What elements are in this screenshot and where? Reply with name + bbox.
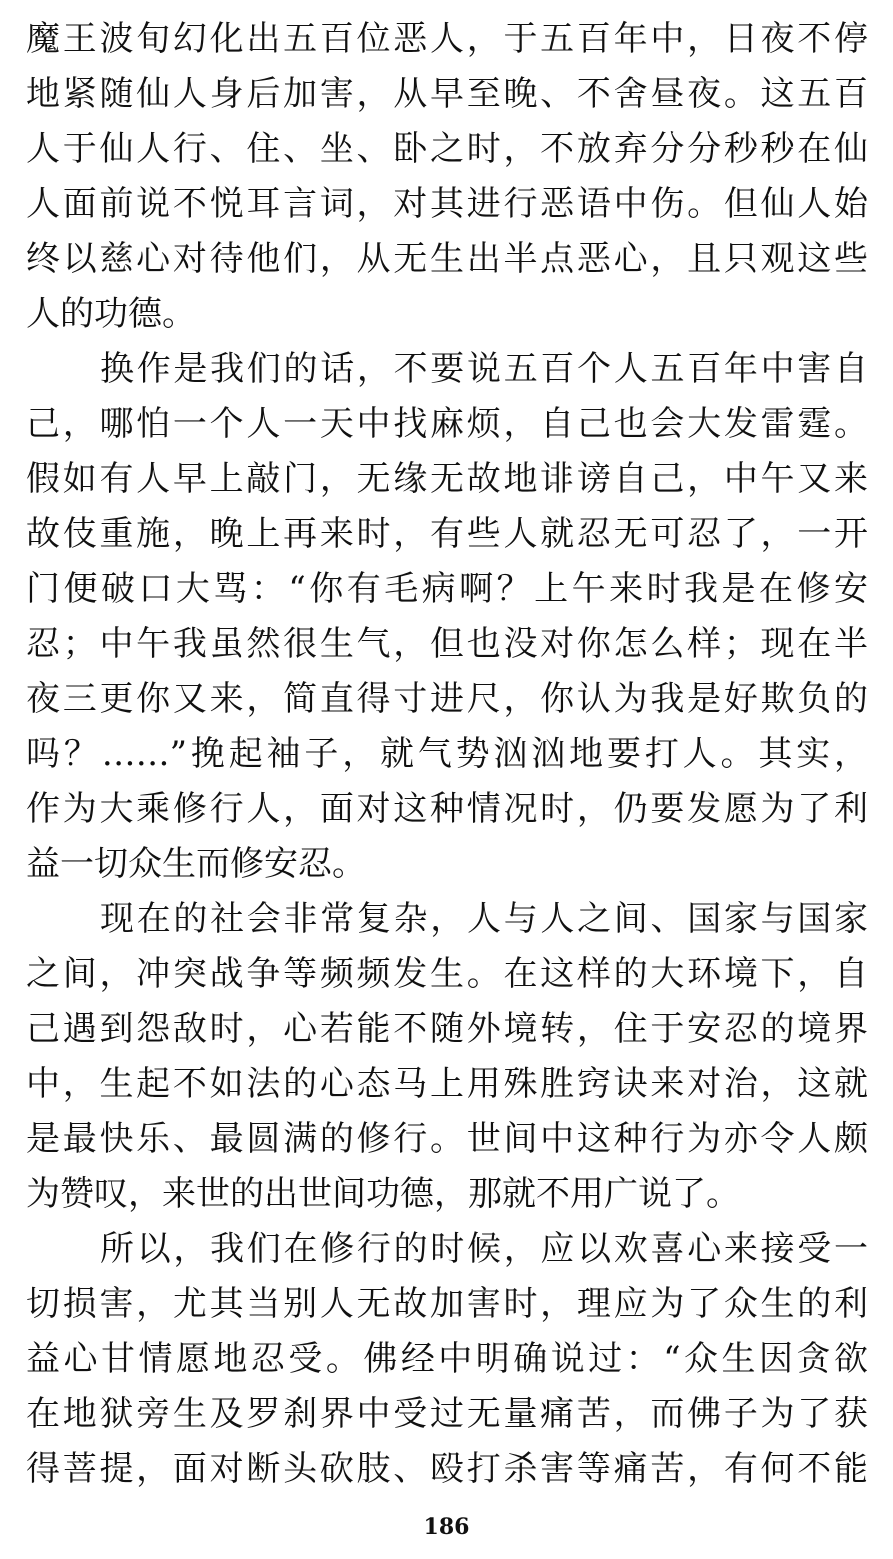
text-line: 人的功德。 bbox=[26, 294, 196, 334]
text-line: 是最快乐、最圆满的修行。世间中这种行为亦令人颇 bbox=[26, 1119, 868, 1159]
text-line: 人面前说不悦耳言词，对其进行恶语中伤。但仙人始 bbox=[26, 184, 868, 224]
text-line: 忍；中午我虽然很生气，但也没对你怎么样；现在半 bbox=[26, 624, 868, 664]
text-line: 终以慈心对待他们，从无生出半点恶心，且只观这些 bbox=[26, 239, 868, 279]
text-line: 己，哪怕一个人一天中找麻烦，自己也会大发雷霆。 bbox=[26, 404, 868, 444]
text-line: 作为大乘修行人，面对这种情况时，仍要发愿为了利 bbox=[26, 789, 868, 829]
text-line: 吗？……”挽起袖子，就气势汹汹地要打人。其实， bbox=[26, 734, 868, 774]
text-line: 魔王波旬幻化出五百位恶人，于五百年中，日夜不停 bbox=[26, 19, 868, 59]
text-line: 得菩提，面对断头砍肢、殴打杀害等痛苦，有何不能 bbox=[26, 1449, 868, 1489]
text-line: 益一切众生而修安忍。 bbox=[26, 844, 366, 884]
text-line: 假如有人早上敲门，无缘无故地诽谤自己，中午又来 bbox=[26, 459, 868, 499]
text-line: 故伎重施，晚上再来时，有些人就忍无可忍了，一开 bbox=[26, 514, 868, 554]
text-line: 己遇到怨敌时，心若能不随外境转，住于安忍的境界 bbox=[26, 1009, 868, 1049]
text-line: 为赞叹，来世的出世间功德，那就不用广说了。 bbox=[26, 1174, 740, 1214]
text-line: 地紧随仙人身后加害，从早至晚、不舍昼夜。这五百 bbox=[26, 74, 868, 114]
text-line: 在地狱旁生及罗刹界中受过无量痛苦，而佛子为了获 bbox=[26, 1394, 868, 1434]
paragraph-first-line: 换作是我们的话，不要说五百个人五百年中害自 bbox=[100, 349, 868, 389]
paragraph-first-line: 所以，我们在修行的时候，应以欢喜心来接受一 bbox=[100, 1229, 868, 1269]
text-line: 门便破口大骂：“你有毛病啊？上午来时我是在修安 bbox=[26, 569, 868, 609]
text-line: 人于仙人行、住、坐、卧之时，不放弃分分秒秒在仙 bbox=[26, 129, 868, 169]
page-number: 186 bbox=[423, 1514, 470, 1540]
text-line: 夜三更你又来，简直得寸进尺，你认为我是好欺负的 bbox=[26, 679, 868, 719]
text-line: 切损害，尤其当别人无故加害时，理应为了众生的利 bbox=[26, 1284, 868, 1324]
text-line: 中，生起不如法的心态马上用殊胜窍诀来对治，这就 bbox=[26, 1064, 868, 1104]
paragraph-first-line: 现在的社会非常复杂，人与人之间、国家与国家 bbox=[100, 899, 868, 939]
text-line: 益心甘情愿地忍受。佛经中明确说过：“众生因贪欲 bbox=[26, 1339, 868, 1379]
text-line: 之间，冲突战争等频频发生。在这样的大环境下，自 bbox=[26, 954, 868, 994]
